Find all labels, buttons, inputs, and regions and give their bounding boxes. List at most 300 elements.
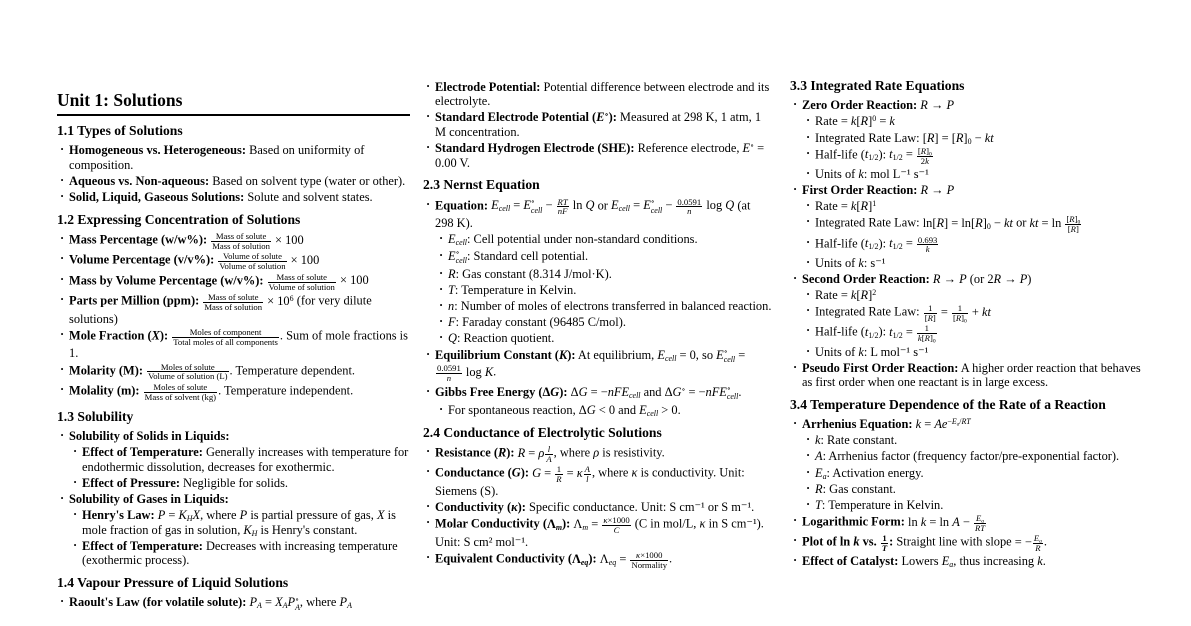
stacked-script: [727, 385, 738, 402]
list-item-text: [448, 299, 771, 313]
list-item-text: [802, 554, 1046, 568]
text-run: or: [1012, 215, 1030, 230]
text-run: (for very dilute solutions): [69, 293, 372, 326]
text-run: ):: [878, 147, 890, 162]
math-inline: = − $\frac{E_a}{R}$: [1014, 533, 1042, 554]
math-inline: P: [239, 507, 248, 522]
list-item: [57, 232, 410, 251]
math-inline: ΔG = −nFE$_{cell}$: [570, 384, 641, 400]
list-item-text: [69, 174, 405, 188]
list-item-text: [802, 98, 954, 112]
bold-text: Homogeneous vs. Heterogeneous:: [69, 143, 247, 158]
fraction-numerator: 1: [952, 304, 968, 314]
math-fraction: [916, 236, 939, 255]
subscript: cell: [530, 205, 543, 215]
fraction-numerator: Mass of solute: [268, 273, 336, 283]
list-item-text: [82, 445, 408, 474]
list-item-text: [69, 328, 408, 360]
list-item-text: [82, 539, 398, 568]
fraction-denominator: C: [613, 525, 620, 536]
fraction-denominator: $k[R]_0$: [917, 333, 936, 345]
list-item: [790, 256, 1146, 271]
superscript: ∘: [295, 594, 299, 604]
bold-text: vs.: [859, 534, 880, 549]
bold-text: Molality (m):: [69, 383, 140, 398]
list-item: [423, 465, 772, 498]
subscript: cell: [650, 205, 663, 215]
bullet-icon: ·: [60, 142, 65, 157]
subscript: a: [956, 421, 960, 428]
bold-text: Electrode Potential:: [435, 79, 541, 94]
list-item: [57, 539, 410, 568]
superscript: −Ea/RT: [947, 417, 971, 428]
bullet-list: [423, 445, 772, 570]
text-run: is conductivity. Unit: Siemens (S).: [435, 465, 745, 498]
math-inline: Q: [448, 331, 457, 346]
superscript: 1: [872, 199, 877, 209]
bold-text: ):: [159, 328, 169, 343]
text-run: : mol L⁻¹ s⁻¹: [863, 166, 929, 181]
list-item-text: [435, 141, 764, 170]
bold-text: Mass by Volume Percentage (w/v%):: [69, 273, 264, 288]
text-run: : Cell potential under non-standard conditions.: [467, 232, 698, 247]
list-item: [790, 183, 1146, 198]
list-item-text: [435, 80, 769, 109]
fraction-numerator: κ×1000: [630, 551, 668, 561]
bullet-icon: ·: [806, 198, 811, 213]
subscript: cell: [629, 390, 641, 400]
math-inline: $P_A$: [339, 595, 352, 611]
math-inline: R → P: [920, 98, 955, 113]
bullet-icon: ·: [60, 490, 65, 505]
math-inline: ρ: [593, 445, 600, 460]
bullet-list: [423, 80, 772, 171]
text-run: , where: [553, 445, 594, 460]
bullet-list: [57, 595, 410, 612]
list-item-text: [69, 492, 229, 506]
text-run: Rate: [815, 114, 841, 129]
list-item-text: [815, 131, 994, 145]
math-inline: $E_{cell} = E$ ∘ cell − $\frac{RT}{nF}$ ln Q: [491, 196, 595, 217]
bold-text: Equivalent Conductivity (: [435, 551, 573, 566]
bullet-icon: ·: [60, 271, 65, 286]
bold-text: Solubility of Gases in Liquids:: [69, 491, 229, 506]
list-item: [790, 417, 1146, 432]
subscript: H: [186, 514, 193, 524]
list-item: [790, 324, 1146, 343]
fraction-numerator: 1: [882, 533, 887, 544]
math-fraction: [951, 304, 969, 323]
list-item-text: [448, 331, 554, 345]
bullet-icon: ·: [806, 165, 811, 180]
math-inline: k: [815, 433, 821, 448]
math-inline: $E_{cell} = 0$: [657, 347, 696, 363]
math-fraction: [583, 465, 592, 484]
math-inline: κ: [631, 465, 638, 480]
list-item-text: [69, 251, 320, 272]
math-inline: G = $\frac{1}{R}$ = κ $\frac{A}{l}$: [532, 464, 590, 485]
bold-text: ):: [608, 110, 617, 125]
subscript: eq: [580, 557, 589, 567]
bullet-icon: ·: [439, 247, 444, 262]
subscript: a: [1039, 538, 1042, 545]
bullet-icon: ·: [439, 314, 444, 329]
math-fraction: [1032, 534, 1044, 553]
list-item: [57, 252, 410, 271]
list-item: [790, 345, 1146, 360]
list-item: [790, 498, 1146, 513]
bullet-icon: ·: [806, 254, 811, 269]
bold-text: ):: [520, 465, 529, 480]
section-heading: 2.4 Conductance of Electrolytic Solutions: [423, 424, 662, 440]
bullet-icon: ·: [426, 383, 431, 398]
math-inline: $E_{cell} > 0$: [639, 403, 678, 419]
bullet-list: [790, 98, 1146, 390]
math-fraction: [146, 363, 229, 382]
text-run: Half-life (: [815, 147, 865, 162]
math-fraction: [267, 273, 337, 292]
fraction-numerator: 1: [917, 324, 937, 334]
stacked-script: [456, 249, 467, 266]
bold-text: Effect of Catalyst:: [802, 554, 899, 569]
bold-text: Resistance (: [435, 445, 498, 460]
text-run: is Henry's constant.: [257, 522, 358, 537]
list-item-text: [435, 110, 761, 139]
list-item-text: [448, 403, 681, 417]
fraction-denominator: Total moles of all components: [173, 336, 278, 347]
list-item: [57, 476, 410, 491]
bullet-icon: ·: [60, 326, 65, 341]
bullet-icon: ·: [806, 496, 811, 511]
text-run: Decreases with increasing temperature (exothermic process).: [82, 538, 398, 568]
list-item-text: [802, 417, 971, 431]
list-item: [790, 147, 1146, 166]
subscript: cell: [498, 204, 511, 214]
fraction-denominator: T: [881, 543, 888, 554]
superscript: ∘: [455, 247, 460, 257]
bullet-icon: ·: [60, 291, 65, 306]
list-item: [790, 361, 1146, 390]
fraction-denominator: Volume of solution: [268, 281, 335, 292]
text-run: , where: [591, 465, 632, 480]
text-run: : s⁻¹: [863, 255, 886, 270]
subscript: 1/2: [868, 242, 879, 252]
bullet-icon: ·: [439, 298, 444, 313]
fraction-numerator: 1: [924, 304, 937, 314]
list-item: [423, 232, 772, 247]
list-item-text: [815, 449, 1119, 463]
bullet-list: [57, 429, 410, 568]
bold-text: Conductance (: [435, 465, 512, 480]
math-inline: = $k[R]^2$: [840, 287, 877, 302]
list-item: [57, 174, 410, 189]
text-run: At equilibrium,: [575, 347, 658, 362]
bold-text: Volume Percentage (v/v%):: [69, 253, 215, 268]
fraction-numerator: Volume of solute: [218, 252, 286, 262]
bullet-icon: ·: [806, 432, 811, 447]
math-fraction: [629, 551, 669, 570]
text-run: Half-life (: [815, 324, 865, 339]
list-item: [57, 190, 410, 205]
text-run: .: [677, 403, 681, 418]
bullet-icon: ·: [793, 416, 798, 431]
bold-text: Mole Fraction (: [69, 328, 152, 343]
list-item-text: [435, 443, 665, 464]
bullet-icon: ·: [426, 196, 431, 211]
fraction-numerator: $[R]_0$: [1066, 214, 1081, 226]
bullet-icon: ·: [806, 480, 811, 495]
subscript: 0: [928, 151, 932, 158]
list-item-text: [815, 303, 991, 325]
superscript: ∘: [650, 197, 655, 207]
text-run: Rate: [815, 287, 841, 302]
math-fraction: [143, 383, 218, 402]
bold-text: Solubility of Solids in Liquids:: [69, 428, 230, 443]
text-run: : Standard cell potential.: [467, 248, 589, 263]
list-item: [790, 98, 1146, 113]
list-item: [57, 445, 410, 474]
bullet-icon: ·: [793, 533, 798, 548]
math-inline: R → P: [920, 183, 955, 198]
fraction-numerator: Moles of solute: [147, 363, 228, 373]
bullet-icon: ·: [806, 113, 811, 128]
list-item: [790, 466, 1146, 481]
list-item-text: [815, 214, 1082, 235]
bold-text: Equilibrium Constant (: [435, 347, 559, 362]
list-item-text: [435, 500, 754, 514]
list-item: [790, 534, 1146, 553]
fraction-denominator: $[R]_0$: [952, 312, 967, 325]
math-inline: R = ρ $\frac{l}{A}$: [517, 443, 552, 464]
list-item-text: [802, 361, 1141, 390]
subscript: 0: [967, 136, 972, 146]
math-inline: R: [497, 445, 507, 460]
bold-text: Effect of Pressure:: [82, 475, 180, 490]
list-item: [790, 433, 1146, 448]
page-title: Unit 1: Solutions: [57, 90, 183, 110]
math-inline: $E_{cell}$: [448, 232, 468, 248]
math-inline: κ: [511, 500, 518, 515]
math-inline: $E_{cell} = E$ ∘ cell − $\frac{0.0591}{n}$ log Q: [611, 196, 735, 217]
bullet-icon: ·: [426, 499, 431, 514]
superscript: ∘: [530, 197, 535, 207]
bullet-icon: ·: [426, 515, 431, 530]
math-inline: T: [448, 283, 455, 298]
bold-text: Mass Percentage (w/w%):: [69, 232, 208, 247]
list-item: [423, 385, 772, 402]
bullet-icon: ·: [806, 286, 811, 301]
bullet-icon: ·: [793, 553, 798, 568]
math-inline: $P_A = X_AP$ ∘ A: [249, 594, 300, 612]
list-item: [423, 249, 772, 266]
bullet-icon: ·: [439, 282, 444, 297]
subscript: eq: [608, 557, 617, 567]
math-inline: n: [448, 299, 455, 314]
list-item-text: [448, 283, 576, 297]
bullet-list: [423, 198, 772, 418]
math-fraction: [202, 293, 264, 312]
bold-text: Molarity (M):: [69, 363, 143, 378]
text-run: : Number of moles of electrons transferred in balanced reaction.: [454, 299, 772, 314]
superscript: ∘: [726, 383, 731, 393]
list-item: [423, 110, 772, 139]
superscript: 6: [289, 293, 294, 303]
text-run: is partial pressure of gas,: [247, 507, 377, 522]
list-item-text: [815, 145, 934, 166]
subscript: 0: [1077, 219, 1081, 226]
subscript: m: [582, 523, 589, 533]
text-run: Units of: [815, 166, 859, 181]
text-run: Reference electrode,: [634, 141, 743, 155]
superscript: ∘: [750, 141, 755, 151]
text-run: Based on uniformity of composition.: [69, 143, 365, 173]
text-run: : Activation energy.: [826, 465, 924, 480]
math-fraction: [217, 252, 287, 271]
list-item: [423, 283, 772, 298]
math-inline: ln k = ln A − $\frac{E_a}{RT}$: [908, 512, 986, 533]
bullet-icon: ·: [793, 359, 798, 374]
math-inline: R → P: [932, 271, 967, 286]
fraction-denominator: R: [556, 474, 562, 485]
bold-text: Zero Order Reaction:: [802, 98, 918, 113]
subscript: a: [949, 560, 954, 570]
list-item-text: [69, 381, 354, 402]
math-inline: E ∘ cell = $\frac{0.0591}{n}$ log K: [437, 346, 746, 384]
text-run: in S cm⁻¹). Unit: S cm² mol⁻¹.: [435, 516, 764, 549]
list-item-text: [82, 476, 288, 490]
subscript: A: [282, 601, 288, 611]
math-inline: k: [858, 344, 864, 359]
fraction-denominator: Normality: [631, 559, 668, 570]
text-run: .: [738, 384, 742, 399]
bullet-icon: ·: [426, 550, 431, 565]
bullet-icon: ·: [426, 346, 431, 361]
fraction-denominator: [R]: [1067, 224, 1079, 235]
text-run: (C in mol/L,: [631, 516, 700, 531]
list-item-text: [435, 198, 750, 230]
subscript: 0: [932, 338, 936, 345]
list-item-text: [448, 267, 612, 281]
math-inline: [146, 361, 229, 382]
bullet-list: [790, 417, 1146, 569]
text-run: . Temperature dependent.: [229, 363, 356, 378]
list-item: [423, 551, 772, 570]
math-inline: $E_a$: [815, 465, 827, 481]
math-inline: $K_H$: [243, 522, 258, 538]
bullet-icon: ·: [806, 214, 811, 229]
list-item: [57, 492, 410, 507]
list-item: [423, 348, 772, 384]
math-fraction: [973, 514, 987, 533]
fraction-numerator: RT: [557, 196, 568, 207]
math-fraction: [544, 445, 553, 464]
bullet-icon: ·: [806, 448, 811, 463]
section-heading: 2.3 Nernst Equation: [423, 177, 540, 193]
math-fraction: [556, 198, 570, 217]
text-run: .: [1042, 554, 1046, 569]
bullet-icon: ·: [60, 361, 65, 376]
math-inline: $t_{1/2}$ = $\frac{1}{k[R]_0}$: [889, 323, 936, 345]
math-inline: $t_{1/2}$ = $\frac{[R]_0}{2k}$: [889, 145, 932, 166]
bullet-icon: ·: [439, 330, 444, 345]
section-heading: 1.2 Expressing Concentration of Solutions: [57, 211, 301, 227]
bullet-icon: ·: [793, 97, 798, 112]
math-inline: ln k: [839, 534, 860, 549]
text-run: Rate: [815, 199, 841, 214]
list-item: [423, 500, 772, 515]
subscript: 0: [964, 318, 967, 325]
fraction-denominator: Mass of solvent (kg): [144, 391, 217, 402]
text-run: .: [493, 365, 497, 380]
list-item-text: [69, 190, 373, 204]
math-inline: $\Lambda_{eq}$: [572, 551, 589, 567]
list-item-text: [802, 183, 954, 197]
bold-text: ):: [506, 445, 515, 460]
fraction-denominator: 2k: [920, 155, 929, 166]
bullet-icon: ·: [806, 129, 811, 144]
text-run: : Gas constant (8.314 J/mol·K).: [455, 266, 612, 281]
subscript: cell: [646, 409, 659, 419]
list-item: [57, 383, 410, 402]
math-inline: k: [858, 255, 864, 270]
column-left: [57, 78, 410, 626]
fraction-numerator: Mass of solute: [203, 293, 263, 303]
text-run: and: [615, 403, 640, 418]
list-item-text: [815, 167, 929, 181]
fraction-denominator: Mass of solution: [212, 241, 270, 252]
text-run: : Faraday constant (96485 C/mol).: [455, 315, 626, 330]
fraction-numerator: 0.0591: [437, 363, 461, 374]
bullet-icon: ·: [426, 140, 431, 154]
fraction-denominator: nF: [557, 206, 568, 217]
bullet-icon: ·: [793, 182, 798, 197]
text-run: and: [640, 384, 665, 399]
bold-text: ):: [588, 551, 597, 566]
bold-text: Henry's Law:: [82, 507, 155, 522]
list-item-text: [802, 512, 987, 533]
text-run: V.: [456, 155, 471, 170]
list-item: [423, 141, 772, 170]
column-right: [790, 78, 1146, 626]
math-inline: X: [151, 328, 160, 343]
title-rule: [57, 114, 410, 116]
list-item: [57, 363, 410, 382]
subscript: 0: [986, 222, 991, 232]
subscript: A: [257, 601, 262, 611]
text-run: Straight line with slope: [893, 534, 1015, 549]
text-run: Integrated Rate Law:: [815, 304, 923, 319]
list-item-text: [815, 345, 928, 359]
math-inline: = $k[R]^0 = k$: [840, 114, 895, 129]
bold-text: First Order Reaction:: [802, 183, 918, 198]
math-inline: $\Lambda_{eq}$ = $\frac{\kappa\times 1000}{\text{Normality}}$: [599, 550, 668, 570]
text-run: .: [669, 551, 673, 566]
math-inline: X: [376, 507, 385, 522]
subscript: cell: [726, 392, 739, 402]
subscript: 1/2: [868, 153, 879, 163]
math-inline: ΔG∘ = −nFE ∘ cell: [664, 383, 739, 402]
list-item: [57, 429, 410, 444]
list-item-text: [815, 482, 896, 496]
text-run: : Temperature in Kelvin.: [454, 283, 577, 298]
math-fraction: [435, 364, 463, 383]
math-inline: E ∘ cell: [448, 247, 468, 266]
subscript: cell: [664, 353, 677, 363]
list-item: [423, 331, 772, 346]
bullet-icon: ·: [60, 381, 65, 396]
section-heading: 3.4 Temperature Dependence of the Rate of a Reaction: [790, 396, 1106, 412]
bullet-icon: ·: [60, 189, 65, 204]
